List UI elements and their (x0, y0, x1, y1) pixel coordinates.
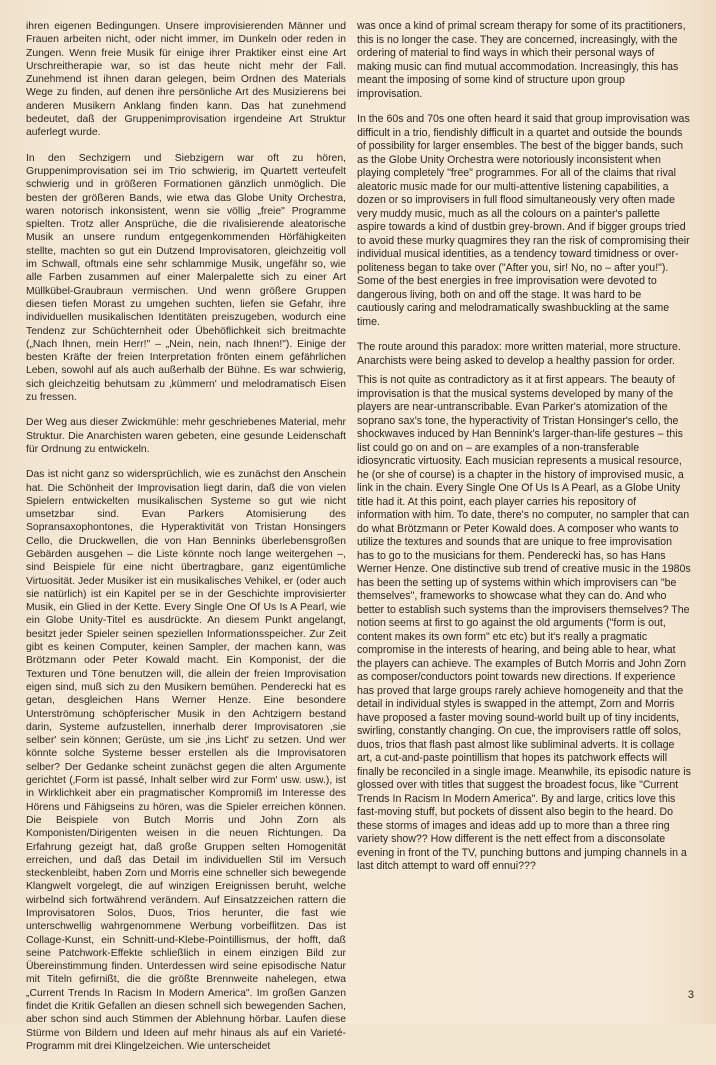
german-paragraph-1: ihren eigenen Bedingungen. Unsere improvisierenden Männer und Frauen arbeiten nicht, oder nicht immer, im Dunkeln oder reden in Zungen. Wenn freie Musik für einige ihrer Praktiker einst eine Art Urschreitherapie war, so ist das heute nicht mehr der Fall. Zunehmend ist ihnen daran gelegen, beim Ordnen des Materials Wege zu finden, auf denen ihre persönliche Art des Musizierens bei anderen Musikern Anklang finden kann. Das hat zunehmend bedeutet, daß der Gruppenimprovisation irgendeine Art Struktur auferlegt wurde. (26, 21, 346, 139)
german-paragraph-4: Das ist nicht ganz so widersprüchlich, wie es zunächst den Anschein hat. Die Schönheit der Improvisation liegt darin, daß die von vielen Spielern entwickelten musikalischen Systeme so gut wie nicht umsetzbar sind. Evan Parkers Atomisierung des Sopransaxophontones, die Hyperaktivität von Tristan Honsingers Cello, die Druckwellen, die von Han Benninks überlebensgroßen Gebärden ausgehen – die Liste könnte noch lange weitergehen –, sind Beispiele für eine nicht übertragbare, ganz eigentümliche Virtuosität. Jeder Musiker ist ein musikalisches Vehikel, er (oder auch sie natürlich) ist ein Kapitel per se in der Geschichte improvisierter Musik, ein Glied in der Kette. Every Single One Of Us Is A Pearl, wie ein Globe Unity-Titel es ausdrückte. An diesem Punkt angelangt, besitzt jeder Spieler seinen speziellen Informationsspeicher. Zur Zeit gibt es keinen Computer, keinen Sampler, der machen kann, was Brötzmann oder Peter Kowald macht. Ein Komponist, der die Texturen und Töne benutzen will, die allein der freien Improvisation eigen sind, muß sich zu den Musikern bemühen. Penderecki hat es getan, desgleichen Hans Werner Henze. Eine besondere Unterströmung schöpferischer Musik in den Achtzigern bestand darin, Systeme aufzustellen, innerhalb derer Improvisatoren ‚sie selber' sein können; Gerüste, um sie ‚ins Licht' zu setzen. Und wer könnte solche Systeme besser erstellen als die Improvisatoren selber? Der Gedanke scheint zunächst gegen die alten Argumente gerichtet (‚Form ist passé, Inhalt selber wird zur Form' usw. usw.), ist in Wirklichkeit aber ein pragmatischer Kompromiß im Interesse des Hörens und Fähigseins zu hören, was die Spieler erreichen können. Die Beispiele von Butch Morris und John Zorn als Komponisten/Dirigenten weisen in die neuen Richtungen. Da Erfahrung gezeigt hat, daß große Gruppen selten Homogenität erreichen, und daß das Detail im individuellen Stil im Versuch steckenbleibt, haben Zorn und Morris eine schneller sich bewegende Klangwelt vorgelegt, die auf winzigen Ereignissen beruht, welche wirbelnd sich fortwährend verändern. Auf Einsatzzeichen rattern die Improvisatoren Solos, Duos, Trios herunter, die fast wie unterschwellig wahrgenommene Werbung vorbeiflitzen. Das ist Collage-Kunst, ein Schnitt-und-Klebe-Pointillismus, der hofft, daß seine Patchwork-Effekte schließlich in einem einzigen Bild zur Übereinstimmung finden. Unterdessen wird seine episodische Natur mit Titeln gefirnißt, die die größte Brennweite nahelegen, etwa „Current Trends In Racism In Modern America". Im großen Ganzen findet die Kritik Gefallen an diesen schnell sich bewegenden Sachen, aber schon sind auch Stimmen der Ablehnung hörbar. Laufen diese Stürme von Bildern und Ideen auf mehr hinaus als auf ein Varieté-Programm mit drei Klingelzeichen. Wie unterscheidet (26, 469, 346, 1052)
page-number: 3 (687, 989, 694, 1001)
german-paragraph-3: Der Weg aus dieser Zwickmühle: mehr geschriebenes Material, mehr Struktur. Die Anarchisten waren gebeten, eine gesunde Leidenschaft für Ordnung zu entwickeln. (26, 417, 346, 455)
english-paragraph-4: This is not quite as contradictory as it at first appears. The beauty of improvisation is that the musical systems developed by many of the players are near-untranscribable. Evan Parker's atomization of the soprano sax's tone, the hyperactivity of Tristan Honsinger's cello, the shockwaves induced by Han Bennink's larger-than-life gestures – this list could go on and on – are examples of a non-transferable idiosyncratic virtuosity. Each musician represents a musical resource, he (or she of course) is a chapter in the history of improvised music, a link in the chain. Every Single One Of Us Is A Pearl, as a Globe Unity title had it. At this point, each player carries his repository of information with him. To date, there's no computer, no sampler that can do what Brötzmann or Peter Kowald does. A composer who wants to utilize the textures and sounds that are unique to free improvisation has to go to the musicians for them. Penderecki has, so has Hans Werner Henze. One distinctive sub trend of creative music in the 1980s has been the setting up of systems within which improvisers can "be themselves", frameworks to showcase what they can do. And who better to establish such systems than the improvisers themselves? The notion seems at first to go against the old arguments ("form is out, content makes its own form" etc etc) but it's really a pragmatic compromise in the interests of hearing, and being able to hear, what the players can achieve. The examples of Butch Morris and John Zorn as composer/conductors point towards new directions. If experience has proved that large groups rarely achieve homogeneity and that the detail in individual styles is swapped in the attempt, Zorn and Morris have proposed a faster moving sound-world built up of tiny incidents, swirling, constantly changing. On cue, the improvisers rattle off solos, duos, trios that flash past almost like subliminal adverts. It is collage art, a cut-and-paste pointillism that hopes its patchwork effects will finally be reconciled in a single image. Meanwhile, its episodic nature is glossed over with titles that suggest the broadest focus, like "Current Trends In Racism In Modern America". By and large, critics love this fast-moving stuff, but pockets of dissent also begin to the heard. Do these storms of images and ideas add up to more than a three ring variety show?? How different is the nett effect from a disconsolate evening in front of the TV, punching buttons and jumping channels in a last ditch attempt to ward off ennui??? (357, 374, 691, 872)
german-paragraph-2: In den Sechzigern und Siebzigern war oft zu hören, Gruppenimprovisation sei im Trio schwierig, im Quartett verteufelt schwierig und in größeren Formationen gänzlich unmöglich. Die besten der größeren Bands, wie etwa das Globe Unity Orchestra, waren notorisch inkonsistent, wenn sie völlig „freie" Programme spielten. Trotz aller Ansprüche, die die rivalisierende aleatorische Musik an unsere rundum entgegenkommenden Hörfähigkeiten stellte, machten so gut ein Dutzend Improvisatoren, gleichzeitig voll im Schwall, oftmals eine sehr schlammige Musik, ungefähr so, wie alle Farben zusammen auf einer Malerpalette sich zu einer Art Müllkübel-Graubraun vermischen. Und wenn größere Gruppen diesen tiefen Morast zu umgehen suchten, liefen sie Gefahr, ihre individuellen musikalischen Identitäten preiszugeben, wodurch eine Tendenz zur Schüchternheit oder Übehöflichkeit sich breitmachte („Nach Ihnen, mein Herr!" – „Nein, nein, nach Ihnen!"). Einige der besten Kräfte der freien Interpretation frönten einem gefährlichen Leben, sowohl auf als auch außerhalb der Bühne. Es war schwierig, sich gleichzeitig behutsam zu ‚kümmern' und melodramatisch Eisen zu fressen. (26, 152, 346, 404)
english-paragraph-2: In the 60s and 70s one often heard it said that group improvisation was difficult in a trio, fiendishly difficult in a quartet and outside the bounds of possibility for larger ensembles. The best of the bigger bands, such as the Globe Unity Orchestra were notoriously inconsistent when playing completely "free" programmes. For all of the claims that rival aleatoric music made for our multi-attentive listening capabilities, a dozen or so improvisers in full flood simultaneously very often made very muddy music, much as all the colours on a painter's pallette aspire towards a kind of dustbin grey-brown. And if bigger groups tried to avoid these murky quagmires they ran the risk of compromising their individual musical identities, as a tendency toward timidness or over-politeness began to take over ("After you, sir! No, no – after you!"). Some of the best energies in free improvisation were devoted to dangerous living, both on and off the stage. It was hard to be cautiously caring and melodramatically swashbuckling at the same time. (357, 113, 690, 328)
german-text-column (26, 20, 346, 1065)
english-paragraph-3: The route around this paradox: more written material, more structure. Anarchists were being asked to develop a healthy passion for order. (357, 341, 681, 367)
english-paragraph-1: was once a kind of primal scream therapy for some of its practitioners, this is no longer the case. They are concerned, increasingly, with the ordering of material to find ways in which their personal ways of making music can find mutual accommodation. Increasingly, this has meant the imposing of some kind of structure upon group improvisation. (357, 20, 686, 100)
english-text-column (357, 20, 691, 886)
